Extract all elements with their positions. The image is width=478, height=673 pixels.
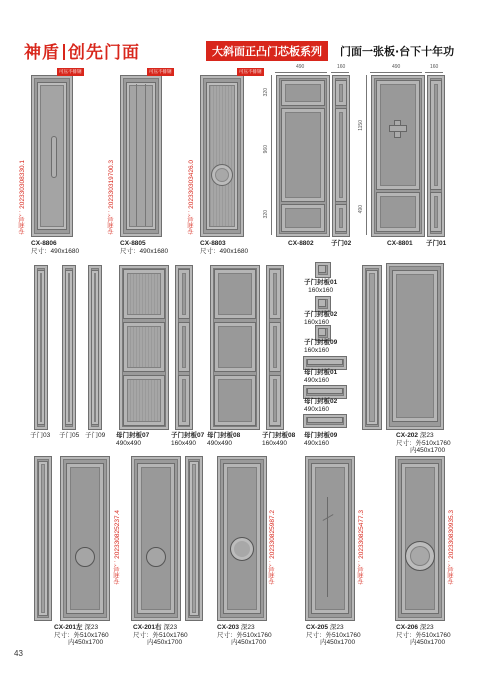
panel bbox=[214, 269, 256, 319]
door-cx8802 bbox=[276, 75, 330, 237]
product-size: 尺寸：外510x1760 bbox=[54, 631, 109, 639]
lotus-ornament bbox=[405, 541, 435, 571]
patent-value: 202330830935.3 bbox=[448, 510, 455, 559]
patent-label: 专利号： bbox=[269, 558, 276, 585]
caption-mb09 bbox=[304, 432, 337, 447]
product-code: CX-205 bbox=[306, 624, 329, 631]
product-size: 尺寸：490x1680 bbox=[200, 247, 249, 255]
rose-ornament bbox=[230, 537, 254, 561]
product-size: 尺寸：490x1680 bbox=[31, 247, 80, 255]
caption-zb07 bbox=[171, 432, 204, 447]
product-size: 490x160 bbox=[304, 439, 329, 447]
panel-mb01 bbox=[303, 356, 347, 370]
product-size-inner: 内450x1700 bbox=[320, 639, 356, 646]
brand-right: 创先门面 bbox=[68, 43, 140, 63]
product-size: 490x490 bbox=[207, 439, 232, 447]
product-code: 子门封板09 bbox=[304, 339, 338, 346]
door-sub01 bbox=[427, 75, 445, 237]
product-size: 尺寸：外510x1760 bbox=[306, 631, 361, 639]
caption-zb09 bbox=[304, 339, 337, 354]
patent-badge: 可压不排钢 bbox=[59, 69, 82, 74]
dim-width-sub: 160 bbox=[430, 64, 439, 70]
caption-mb07 bbox=[116, 432, 149, 447]
patent-label: 专利号： bbox=[448, 558, 455, 585]
product-code: CX-201左 bbox=[54, 624, 83, 631]
product-code: CX-8806 bbox=[31, 240, 57, 247]
panel-top bbox=[335, 80, 347, 106]
patent-number bbox=[107, 160, 116, 235]
product-size: 尺寸：外510x1760 bbox=[396, 631, 451, 639]
door-sub03 bbox=[34, 265, 48, 430]
patent-value: 202330303426.0 bbox=[188, 160, 195, 209]
patent-label: 专利号： bbox=[358, 558, 365, 585]
door-cx202-sub bbox=[362, 265, 382, 430]
door-mb08 bbox=[210, 265, 260, 430]
caption-zb02 bbox=[304, 311, 337, 326]
door-cx8806 bbox=[31, 75, 73, 237]
patent-number bbox=[18, 160, 27, 235]
patent-value: 202330825237.4 bbox=[114, 510, 121, 559]
door-cx8801 bbox=[371, 75, 425, 237]
product-size: 490x160 bbox=[304, 405, 329, 413]
dim-line bbox=[425, 72, 443, 73]
panel-bottom bbox=[281, 204, 325, 232]
product-size: 尺寸：490x1680 bbox=[120, 247, 169, 255]
patent-value: 202330825477.3 bbox=[358, 510, 365, 559]
door-mb07 bbox=[119, 265, 169, 430]
dim-height: 320 bbox=[263, 210, 269, 219]
door-cx205 bbox=[305, 456, 355, 621]
product-size: 160x160 bbox=[304, 318, 329, 326]
patent-label: 专利号： bbox=[188, 208, 195, 235]
panel-main bbox=[392, 270, 438, 422]
tagline: 门面一张板·台下十年功 bbox=[340, 45, 455, 58]
door-cx202 bbox=[386, 263, 444, 430]
patent-number bbox=[187, 160, 196, 235]
caption-mb08 bbox=[207, 432, 240, 447]
caption-cx201-left bbox=[54, 624, 109, 647]
product-depth: 深23 bbox=[329, 624, 344, 631]
caption-cx8803 bbox=[200, 240, 248, 255]
caption-cx203 bbox=[217, 624, 272, 647]
dim-width: 490 bbox=[392, 64, 401, 70]
product-depth: 深23 bbox=[240, 624, 255, 631]
brand-left: 神盾 bbox=[24, 43, 60, 63]
product-code: 子门封板08 bbox=[262, 432, 296, 439]
caption-sub09: 子门09 bbox=[85, 432, 106, 439]
page-number: 43 bbox=[14, 649, 23, 658]
series-title: 大斜面正凸门芯板系列 bbox=[206, 41, 328, 61]
panel-top bbox=[281, 80, 325, 106]
deer-ornament bbox=[146, 547, 166, 567]
panel-lower bbox=[376, 192, 420, 232]
patent-number bbox=[268, 510, 277, 585]
patent-number bbox=[447, 510, 456, 585]
patent-badge: 可压不排钢 bbox=[149, 69, 172, 74]
product-size-inner: 内450x1700 bbox=[410, 639, 446, 646]
panel bbox=[123, 269, 165, 319]
panel-bottom bbox=[335, 204, 347, 232]
patent-label: 专利号： bbox=[19, 208, 26, 235]
patent-value: 202330825987.2 bbox=[269, 510, 276, 559]
dim-width-sub: 160 bbox=[337, 64, 346, 70]
product-code: CX-8803 bbox=[200, 240, 226, 247]
product-size: 尺寸：外510x1760 bbox=[396, 439, 451, 447]
product-code: CX-8802 bbox=[288, 240, 314, 247]
product-size: 160x490 bbox=[262, 439, 287, 447]
panel bbox=[123, 322, 165, 372]
door-inner-panel bbox=[206, 82, 238, 230]
product-size: 尺寸：外510x1760 bbox=[217, 631, 272, 639]
door-cx201-left bbox=[60, 456, 110, 621]
product-size-inner: 内450x1700 bbox=[68, 639, 104, 646]
door-cx203 bbox=[217, 456, 267, 621]
door-cx201-right-sub bbox=[185, 456, 203, 621]
dim-width: 490 bbox=[296, 64, 305, 70]
product-code: 母门封板09 bbox=[304, 432, 338, 439]
handle-slot bbox=[51, 136, 57, 178]
caption-zb01 bbox=[304, 279, 337, 294]
caption-cx205 bbox=[306, 624, 361, 647]
panel-lower bbox=[430, 192, 442, 232]
caption-cx8805 bbox=[120, 240, 168, 255]
product-code: 子门02 bbox=[331, 240, 352, 247]
caption-zb08 bbox=[262, 432, 295, 447]
medallion-ornament bbox=[211, 164, 233, 186]
door-zb08 bbox=[266, 265, 284, 430]
panel-mb09 bbox=[303, 414, 347, 428]
caption-cx202 bbox=[396, 432, 451, 455]
dim-height: 490 bbox=[358, 205, 364, 214]
caption-mb01 bbox=[304, 369, 337, 384]
product-code: CX-201右 bbox=[133, 624, 162, 631]
deer-ornament bbox=[75, 547, 95, 567]
dim-line bbox=[370, 72, 422, 73]
door-cx201-left-sub bbox=[34, 456, 52, 621]
bamboo-stem bbox=[327, 497, 328, 597]
product-size: 490x490 bbox=[116, 439, 141, 447]
patent-badge: 可压不排钢 bbox=[239, 69, 262, 74]
caption-cx8801 bbox=[387, 240, 413, 248]
product-size: 160x490 bbox=[171, 439, 196, 447]
door-zb07 bbox=[175, 265, 193, 430]
panel-middle bbox=[281, 108, 325, 202]
dim-line bbox=[331, 72, 349, 73]
panel-zb02 bbox=[315, 296, 331, 312]
patent-label: 专利号： bbox=[114, 558, 121, 585]
product-size: 160x160 bbox=[308, 286, 334, 294]
panel bbox=[214, 375, 256, 426]
product-code: 子门封板01 bbox=[304, 279, 338, 286]
patent-number bbox=[357, 510, 366, 585]
panel bbox=[123, 375, 165, 426]
caption-sub03: 子门03 bbox=[30, 432, 51, 439]
door-cx8803 bbox=[200, 75, 244, 237]
product-code: CX-203 bbox=[217, 624, 240, 631]
product-size-inner: 内450x1700 bbox=[410, 447, 446, 454]
product-code: 子门01 bbox=[426, 240, 447, 247]
groove-lines bbox=[136, 84, 146, 226]
dim-line-vertical bbox=[271, 75, 272, 235]
caption-cx206 bbox=[396, 624, 451, 647]
product-depth: 深23 bbox=[84, 624, 99, 631]
caption-cx201-right bbox=[133, 624, 188, 647]
caption-cx8806 bbox=[31, 240, 79, 255]
caption-sub01 bbox=[426, 240, 446, 248]
product-depth: 深23 bbox=[163, 624, 178, 631]
dim-height: 960 bbox=[263, 145, 269, 154]
product-size: 尺寸：外510x1760 bbox=[133, 631, 188, 639]
product-size-inner: 内450x1700 bbox=[231, 639, 267, 646]
caption-sub05: 子门05 bbox=[59, 432, 80, 439]
dim-line-vertical bbox=[366, 75, 367, 235]
door-sub05 bbox=[62, 265, 76, 430]
product-code: 母门封板02 bbox=[304, 398, 338, 405]
product-code: 子门封板07 bbox=[171, 432, 205, 439]
dim-line bbox=[275, 72, 327, 73]
door-cx201-right bbox=[131, 456, 181, 621]
product-size: 160x160 bbox=[304, 346, 329, 354]
panel-zb01 bbox=[315, 262, 331, 278]
door-sub02 bbox=[332, 75, 350, 237]
panel-upper bbox=[430, 80, 442, 190]
product-code: CX-8805 bbox=[120, 240, 146, 247]
product-depth: 深23 bbox=[419, 432, 434, 439]
cross-ornament bbox=[389, 120, 405, 136]
dim-height: 320 bbox=[263, 88, 269, 97]
caption-sub02 bbox=[331, 240, 351, 248]
door-sub09 bbox=[88, 265, 102, 430]
patent-label: 专利号： bbox=[108, 208, 115, 235]
product-code: CX-202 bbox=[396, 432, 419, 439]
product-code: 母门封板07 bbox=[116, 432, 150, 439]
dim-height: 1150 bbox=[358, 120, 364, 131]
product-size-inner: 内450x1700 bbox=[147, 639, 183, 646]
product-code: CX-8801 bbox=[387, 240, 413, 247]
product-code: 子门封板02 bbox=[304, 311, 338, 318]
brand-logo bbox=[24, 38, 140, 63]
patent-value: 202330308330.1 bbox=[19, 160, 26, 209]
product-code: CX-206 bbox=[396, 624, 419, 631]
panel-mb02 bbox=[303, 385, 347, 399]
door-cx8805 bbox=[120, 75, 162, 237]
product-code: 母门封板01 bbox=[304, 369, 338, 376]
door-cx206 bbox=[395, 456, 445, 621]
caption-mb02 bbox=[304, 398, 337, 413]
panel-middle bbox=[335, 108, 347, 202]
caption-cx8802 bbox=[288, 240, 314, 248]
product-size: 490x160 bbox=[304, 376, 329, 384]
panel bbox=[214, 322, 256, 372]
patent-value: 202330319700.3 bbox=[108, 160, 115, 209]
product-depth: 深23 bbox=[419, 624, 434, 631]
product-code: 母门封板08 bbox=[207, 432, 241, 439]
patent-number bbox=[113, 510, 122, 585]
brand-divider bbox=[63, 44, 65, 60]
